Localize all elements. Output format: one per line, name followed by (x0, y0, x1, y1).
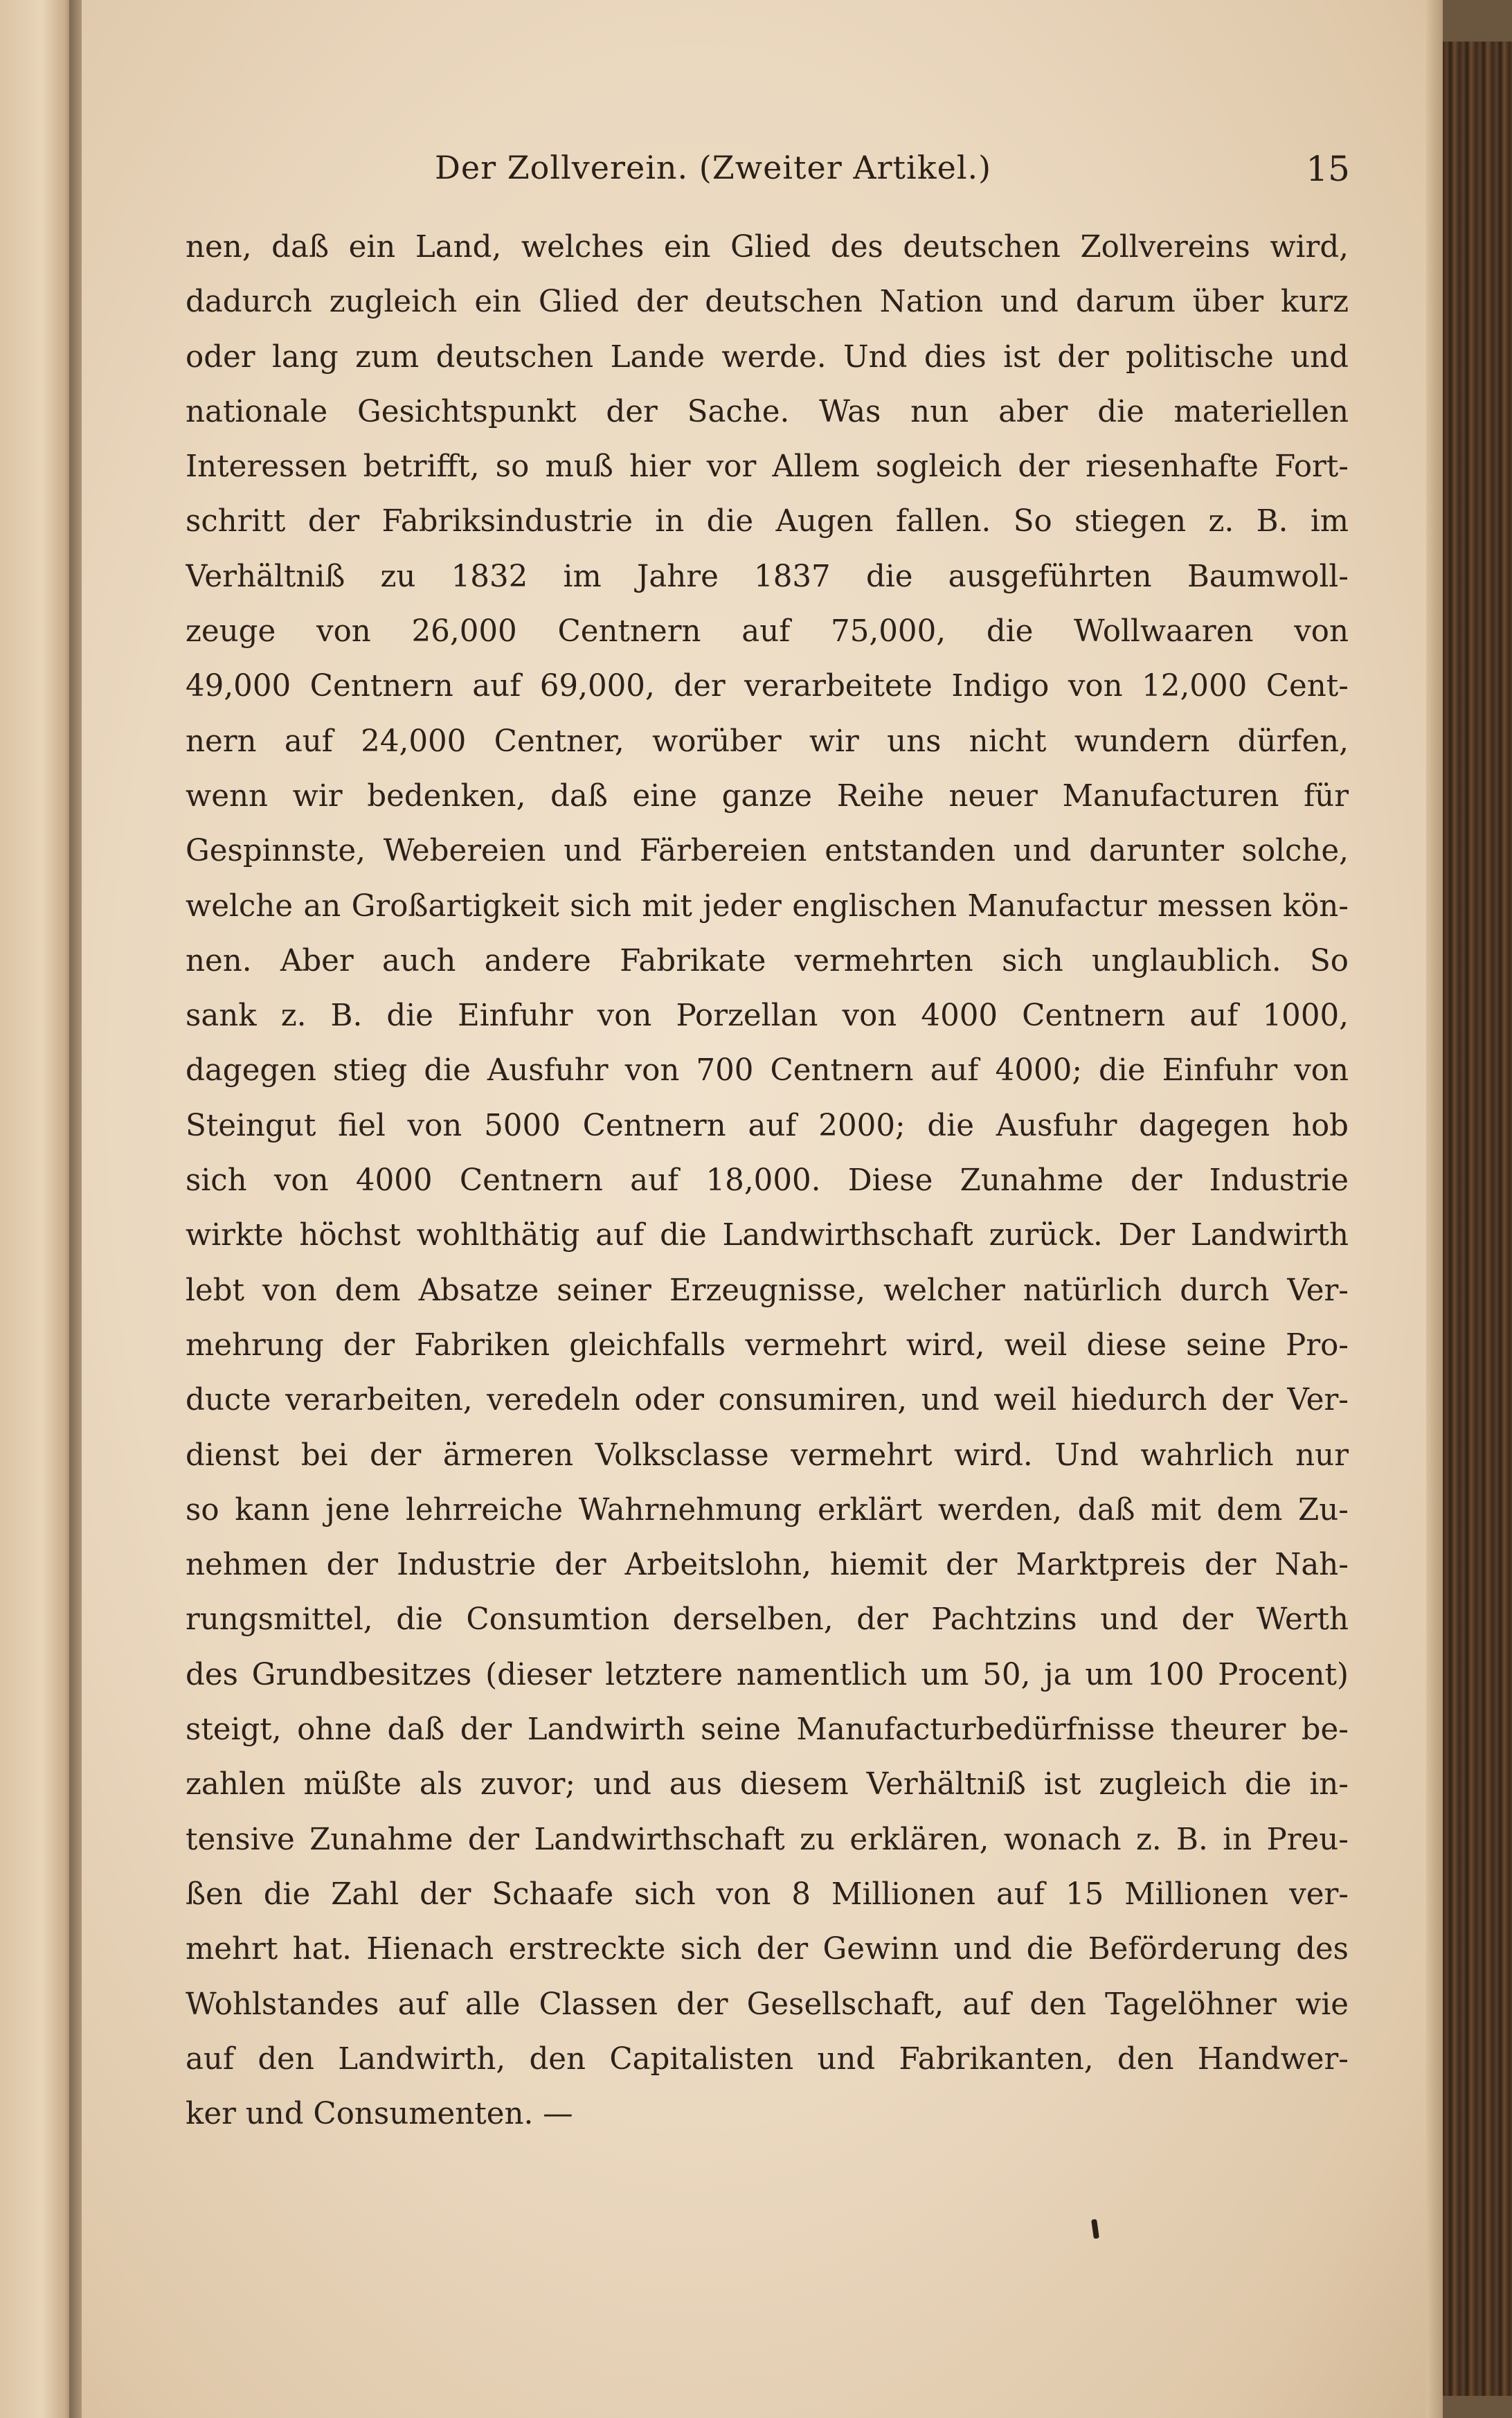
text-line: sank z. B. die Einfuhr von Porzellan von 4000 Centnern auf 1000, (186, 998, 1349, 1034)
text-line: schritt der Fabriksindustrie in die Augen fallen. So stiegen z. B. im (186, 504, 1349, 539)
book-cover-edge (1443, 42, 1512, 2396)
body-text (186, 220, 1349, 2142)
text-line: Steingut fiel von 5000 Centnern auf 2000; die Ausfuhr dagegen hob (186, 1108, 1349, 1143)
text-line: nehmen der Industrie der Arbeitslohn, hiemit der Marktpreis der Nah- (186, 1548, 1349, 1583)
text-line: wirkte höchst wohlthätig auf die Landwirthschaft zurück. Der Landwirth (186, 1218, 1349, 1253)
text-line: welche an Großartigkeit sich mit jeder englischen Manufactur messen kön- (186, 888, 1349, 924)
text-line: so kann jene lehrreiche Wahrnehmung erklärt werden, daß mit dem Zu- (186, 1492, 1349, 1528)
text-line: dienst bei der ärmeren Volksclasse vermehrt wird. Und wahrlich nur (186, 1438, 1349, 1473)
page-fore-edge (1426, 0, 1443, 2418)
text-line: wenn wir bedenken, daß eine ganze Reihe neuer Manufacturen für (186, 778, 1349, 814)
text-line: ßen die Zahl der Schaafe sich von 8 Millionen auf 15 Millionen ver- (186, 1877, 1349, 1912)
ink-mark (1091, 2219, 1099, 2239)
text-line: Wohlstandes auf alle Classen der Gesellschaft, auf den Tagelöhner wie (186, 1987, 1349, 2022)
page-number: 15 (1306, 149, 1350, 189)
text-line: nen, daß ein Land, welches ein Glied des deutschen Zollvereins wird, (186, 230, 1349, 265)
text-line: 49,000 Centnern auf 69,000, der verarbeitete Indigo von 12,000 Cent- (186, 669, 1349, 704)
text-line: sich von 4000 Centnern auf 18,000. Diese Zunahme der Industrie (186, 1163, 1349, 1199)
text-line: tensive Zunahme der Landwirthschaft zu erklären, wonach z. B. in Preu- (186, 1822, 1349, 1857)
text-line: des Grundbesitzes (dieser letztere namentlich um 50, ja um 100 Procent) (186, 1657, 1349, 1692)
text-line: oder lang zum deutschen Lande werde. Und dies ist der politische und (186, 339, 1349, 375)
text-line: zahlen müßte als zuvor; und aus diesem Verhältniß ist zugleich die in- (186, 1767, 1349, 1802)
text-line: dadurch zugleich ein Glied der deutschen Nation und darum über kurz (186, 285, 1349, 320)
text-line: nationale Gesichtspunkt der Sache. Was nun aber die materiellen (186, 394, 1349, 429)
text-line: nen. Aber auch andere Fabrikate vermehrten sich unglaublich. So (186, 943, 1349, 978)
text-line: lebt von dem Absatze seiner Erzeugnisse, welcher natürlich durch Ver- (186, 1273, 1349, 1308)
book-page (82, 0, 1439, 2418)
text-line: nern auf 24,000 Centner, worüber wir uns nicht wundern dürfen, (186, 724, 1349, 759)
text-line: ducte verarbeiten, veredeln oder consumiren, und weil hiedurch der Ver- (186, 1383, 1349, 1418)
text-line: zeuge von 26,000 Centnern auf 75,000, die Wollwaaren von (186, 614, 1349, 650)
text-line: mehrt hat. Hienach erstreckte sich der Gewinn und die Beförderung des (186, 1932, 1349, 1967)
text-line: auf den Landwirth, den Capitalisten und Fabrikanten, den Handwer- (186, 2041, 1349, 2077)
text-line: Verhältniß zu 1832 im Jahre 1837 die ausgeführten Baumwoll- (186, 559, 1349, 594)
text-line: Gespinnste, Webereien und Färbereien entstanden und darunter solche, (186, 834, 1349, 869)
text-line: steigt, ohne daß der Landwirth seine Manufacturbedürfnisse theurer be- (186, 1712, 1349, 1748)
page-header (82, 149, 1439, 197)
text-line: dagegen stieg die Ausfuhr von 700 Centnern auf 4000; die Einfuhr von (186, 1053, 1349, 1089)
text-line-last: ker und Consumenten. — (186, 2097, 573, 2132)
running-title: Der Zollverein. (Zweiter Artikel.) (435, 149, 992, 186)
text-line: rungsmittel, die Consumtion derselben, der Pachtzins und der Werth (186, 1602, 1349, 1638)
text-line: Interessen betrifft, so muß hier vor Allem sogleich der riesenhafte Fort- (186, 449, 1349, 485)
text-line: mehrung der Fabriken gleichfalls vermehrt wird, weil diese seine Pro- (186, 1327, 1349, 1363)
left-page-edge (0, 0, 76, 2418)
